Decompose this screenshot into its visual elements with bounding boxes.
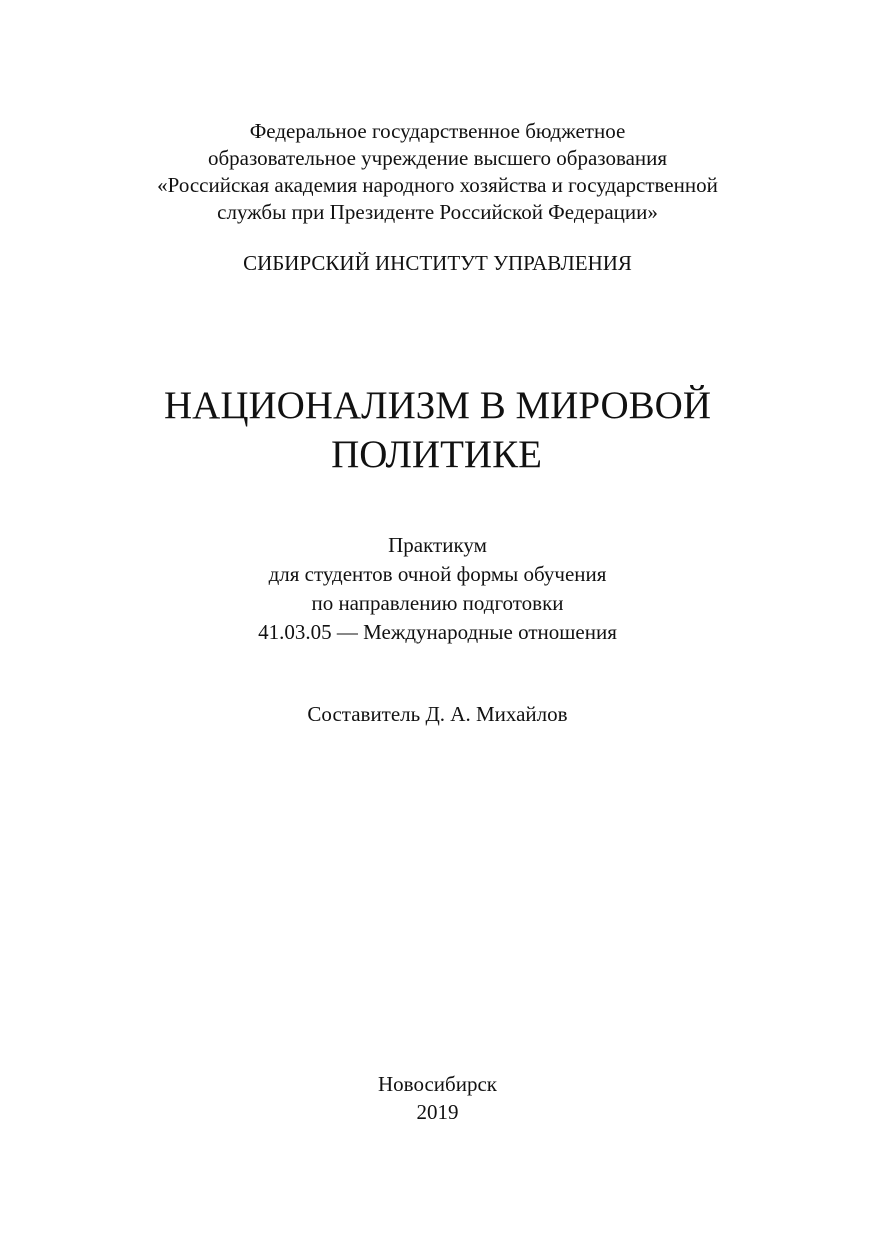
institution-line: службы при Президенте Российской Федерации» [217, 200, 658, 224]
imprint [0, 1070, 875, 1126]
compiler-text: Составитель Д. А. Михайлов [307, 702, 568, 726]
institute-name-text: СИБИРСКИЙ ИНСТИТУТ УПРАВЛЕНИЯ [243, 251, 632, 275]
subtitle-line: для студентов очной формы обучения [268, 562, 607, 586]
subtitle-line: 41.03.05 — Международные отношения [258, 620, 617, 644]
subtitle-line: по направлению подготовки [311, 591, 564, 615]
institution-header [0, 118, 875, 226]
imprint-year: 2019 [416, 1100, 459, 1124]
document-subtitle [0, 531, 875, 647]
institution-line: «Российская академия народного хозяйства и государственной [157, 173, 718, 197]
subtitle-line: Практикум [388, 533, 487, 557]
compiler-credit [0, 700, 875, 728]
institution-line: образовательное учреждение высшего образования [207, 146, 668, 170]
institute-name [0, 250, 875, 277]
imprint-city: Новосибирск [378, 1072, 497, 1096]
document-title [0, 381, 875, 479]
title-line: НАЦИОНАЛИЗМ В МИРОВОЙ [163, 384, 711, 427]
institution-line: Федеральное государственное бюджетное [249, 119, 626, 143]
title-line: ПОЛИТИКЕ [331, 433, 542, 476]
